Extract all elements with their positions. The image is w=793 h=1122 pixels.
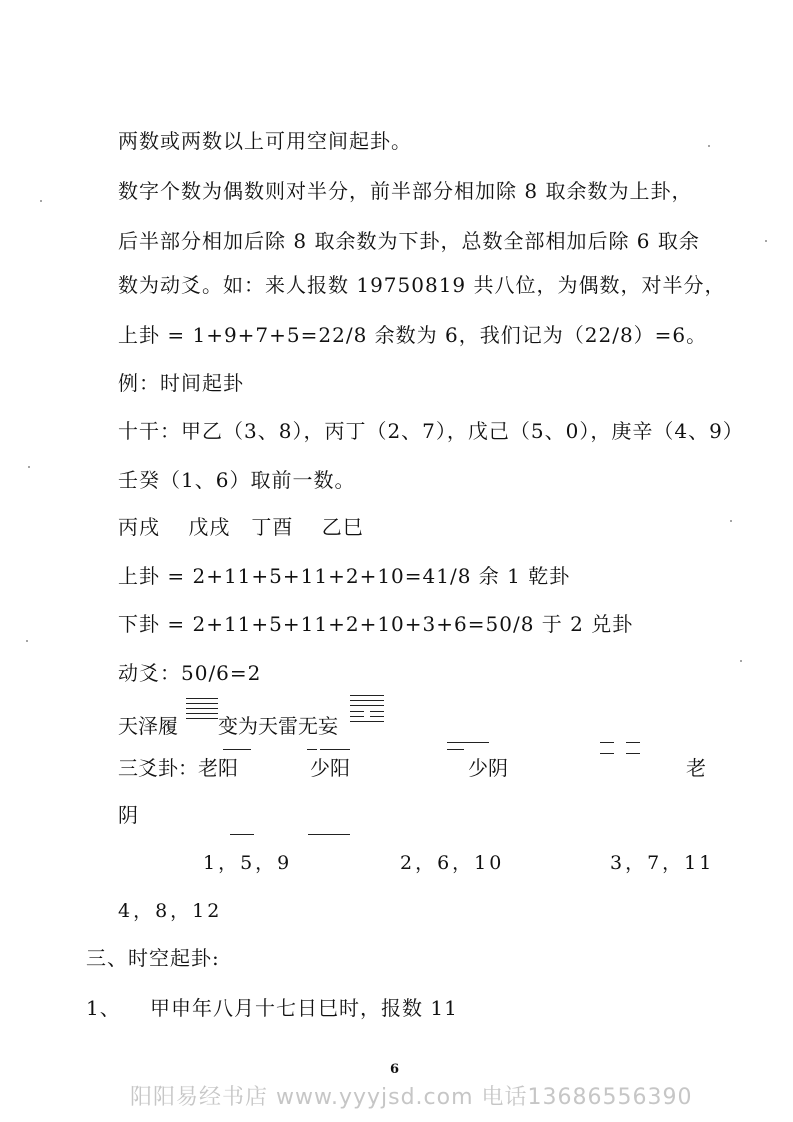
yang-line-mark (230, 834, 254, 835)
watermark: 阳阳易经书店 www.yyyjsd.com 电话13686556390 (130, 1085, 693, 1110)
text-line-14-shaoyin: 少阴 (468, 756, 508, 780)
yin-line-mark (307, 749, 317, 750)
text-line-3: 后半部分相加后除 8 取余数为下卦，总数全部相加后除 6 取余 (118, 229, 700, 253)
yin-line-mark (626, 753, 640, 754)
list-item-text: 甲申年八月十七日巳时，报数 11 (150, 996, 458, 1020)
yin-line-mark (626, 742, 640, 743)
text-line-10: 上卦 = 2+11+5+11+2+10=41/8 余 1 乾卦 (118, 564, 571, 588)
text-line-6: 例：时间起卦 (118, 371, 244, 395)
text-line-8: 壬癸（1、6）取前一数。 (118, 468, 356, 492)
text-line-14-laoyang: 三爻卦：老阳 (118, 756, 238, 780)
yin-line-mark (600, 753, 614, 754)
text-line-9: 丙戌 戊戌 丁酉 乙巳 (118, 515, 364, 539)
text-line-14-lao: 老 (686, 756, 706, 780)
yang-line-mark (320, 749, 350, 750)
text-line-14-shaoyang: 少阳 (310, 756, 350, 780)
yang-line-mark (308, 834, 350, 835)
yang-line-mark (223, 749, 251, 750)
hexagram-name-wuwang: 变为天雷无妄 (218, 714, 338, 738)
text-line-2: 数字个数为偶数则对半分，前半部分相加除 8 取余数为上卦， (118, 179, 693, 203)
hexagram-wuwang-symbol (350, 693, 384, 725)
list-item-number: 1、 (86, 996, 121, 1020)
scan-speck (26, 640, 28, 642)
text-line-4: 数为动爻。如：来人报数 19750819 共八位，为偶数，对半分， (118, 273, 726, 297)
section-heading: 三、时空起卦: (86, 946, 220, 970)
text-line-15: 阴 (118, 803, 138, 827)
hexagram-lu-symbol (186, 696, 218, 724)
number-group-2: 2，6，10 (400, 852, 505, 874)
text-line-11: 下卦 = 2+11+5+11+2+10+3+6=50/8 于 2 兑卦 (118, 612, 634, 636)
hexagram-name-lu: 天泽履 (118, 714, 178, 738)
scan-speck (730, 520, 732, 522)
yin-line-mark (447, 749, 464, 750)
text-line-12: 动爻：50/6=2 (118, 661, 262, 685)
page-number: 6 (390, 1062, 400, 1077)
number-group-4: 4，8，12 (118, 900, 223, 922)
yang-line-mark (447, 742, 489, 743)
scan-speck (765, 240, 767, 242)
number-group-3: 3，7，11 (610, 852, 715, 874)
number-group-1: 1，5，9 (203, 852, 293, 874)
scan-speck (740, 660, 742, 662)
text-line-7: 十干：甲乙（3、8），丙丁（2、7），戊己（5、0），庚辛（4、9） (118, 419, 744, 443)
yin-line-mark (600, 742, 614, 743)
text-line-5: 上卦 = 1+9+7+5=22/8 余数为 6，我们记为（22/8）=6。 (118, 323, 708, 347)
scan-speck (40, 200, 42, 202)
scan-speck (708, 145, 710, 147)
scan-speck (28, 466, 30, 468)
text-line-1: 两数或两数以上可用空间起卦。 (118, 129, 412, 153)
